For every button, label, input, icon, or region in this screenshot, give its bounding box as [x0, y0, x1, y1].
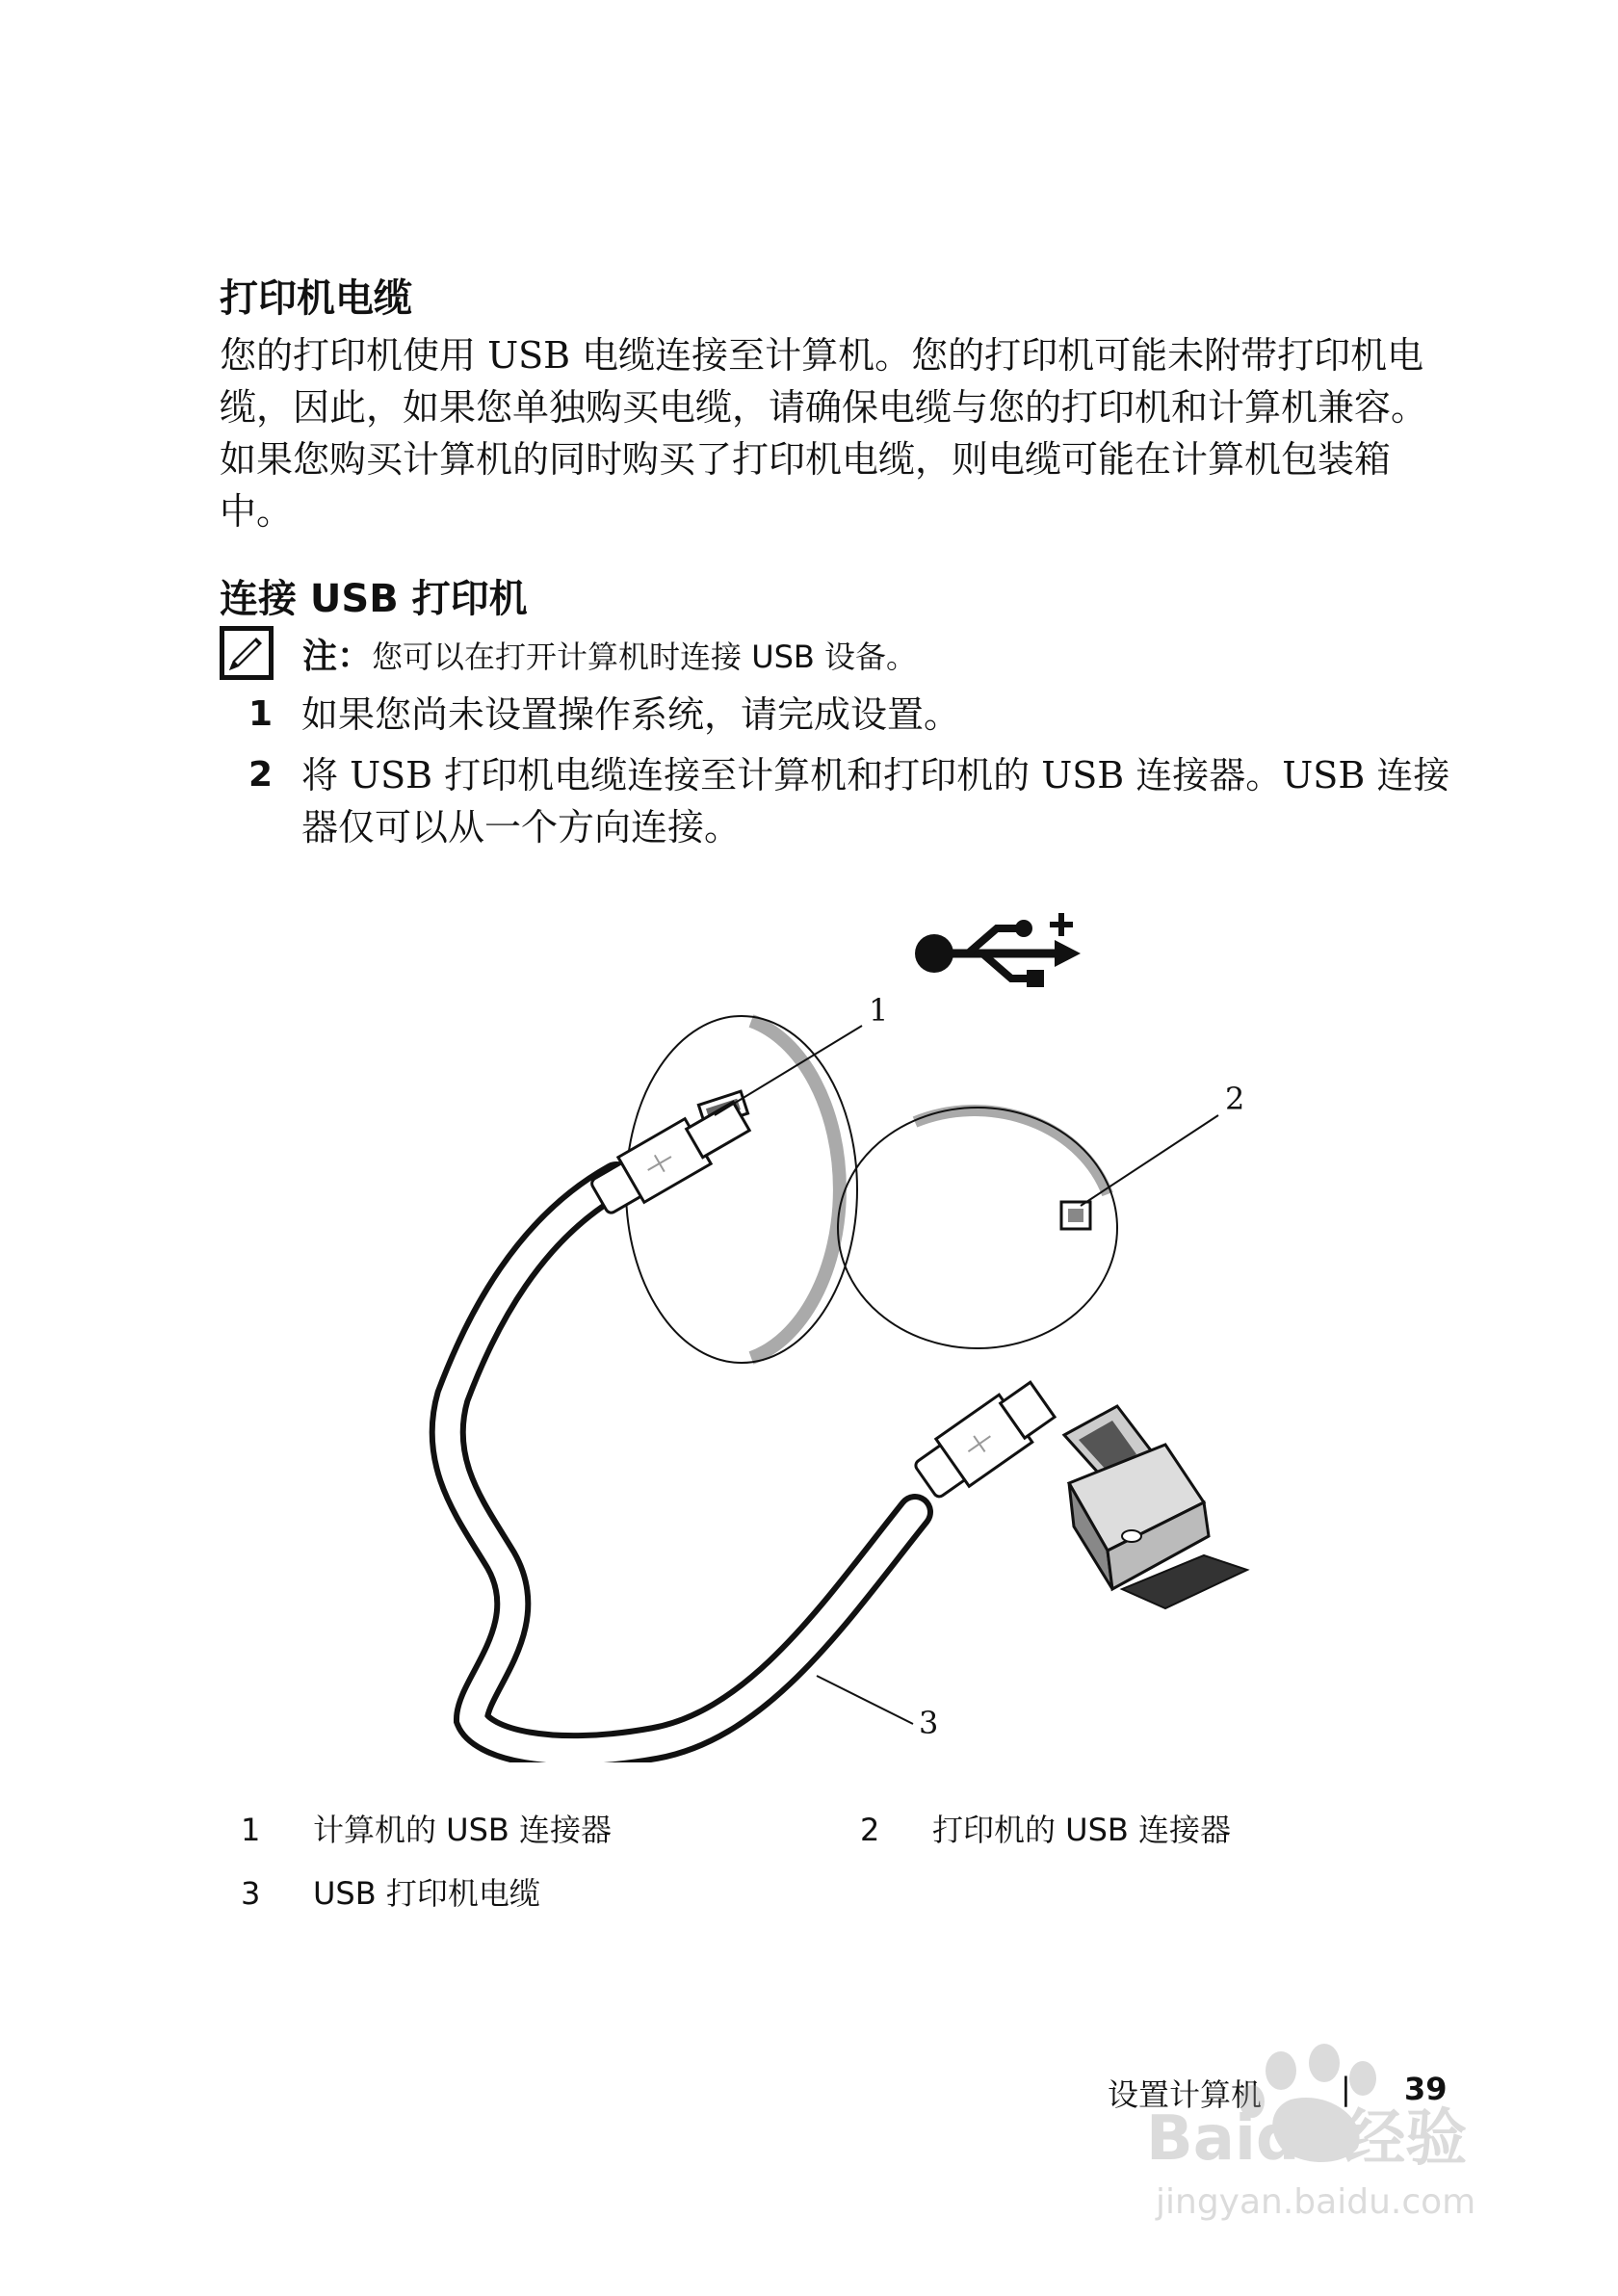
callout-2: 2 — [1225, 1081, 1245, 1117]
page-number: 39 — [1404, 2071, 1448, 2107]
watermark-url: jingyan.baidu.com — [1156, 2182, 1476, 2222]
footer-section-title: 设置计算机 — [1108, 2076, 1263, 2113]
note-text: 您可以在打开计算机时连接 USB 设备。 — [372, 638, 918, 675]
usb-printer-connection-illustration — [337, 896, 1348, 1762]
step-number: 1 — [248, 694, 274, 734]
legend-number: 3 — [241, 1875, 261, 1912]
step-1 — [220, 689, 1462, 741]
usb-type-b-plug — [909, 1376, 1059, 1505]
usb-type-a-plug — [587, 1094, 754, 1221]
section-heading-printer-cable: 打印机电缆 — [220, 276, 412, 321]
pencil-note-icon — [220, 626, 274, 680]
legend-text: 计算机的 USB 连接器 — [313, 1812, 613, 1848]
note — [220, 626, 917, 680]
legend-text: 打印机的 USB 连接器 — [932, 1812, 1232, 1848]
step-number: 2 — [248, 755, 274, 795]
step-2 — [220, 749, 1462, 853]
section-heading-connect-usb-printer: 连接 USB 打印机 — [220, 577, 528, 621]
step-text: 将 USB 打印机电缆连接至计算机和打印机的 USB 连接器。USB 连接器仅可以从一个方向连接。 — [301, 754, 1450, 848]
legend-number: 2 — [860, 1812, 880, 1848]
callout-3: 3 — [919, 1705, 939, 1741]
legend-text: USB 打印机电缆 — [313, 1875, 540, 1912]
printer-port-zoom-circle — [838, 1108, 1117, 1348]
legend-number: 1 — [241, 1812, 261, 1848]
step-text: 如果您尚未设置操作系统，请完成设置。 — [301, 693, 961, 736]
printer-cable-paragraph: 您的打印机使用 USB 电缆连接至计算机。您的打印机可能未附带打印机电缆，因此，如果您单独购买电缆，请确保电缆与您的打印机和计算机兼容。如果您购买计算机的同时购买了打印机电缆，则电缆可能在计算机包装箱中。 — [220, 334, 1428, 533]
callout-1: 1 — [869, 992, 889, 1029]
footer-separator: | — [1341, 2071, 1351, 2107]
printer-drawing — [1064, 1406, 1247, 1608]
usb-symbol-icon — [915, 913, 1081, 987]
watermark-brand: Baidu经验 — [1146, 2103, 1468, 2175]
note-label: 注： — [302, 636, 373, 676]
baidu-watermark — [1136, 2032, 1541, 2225]
